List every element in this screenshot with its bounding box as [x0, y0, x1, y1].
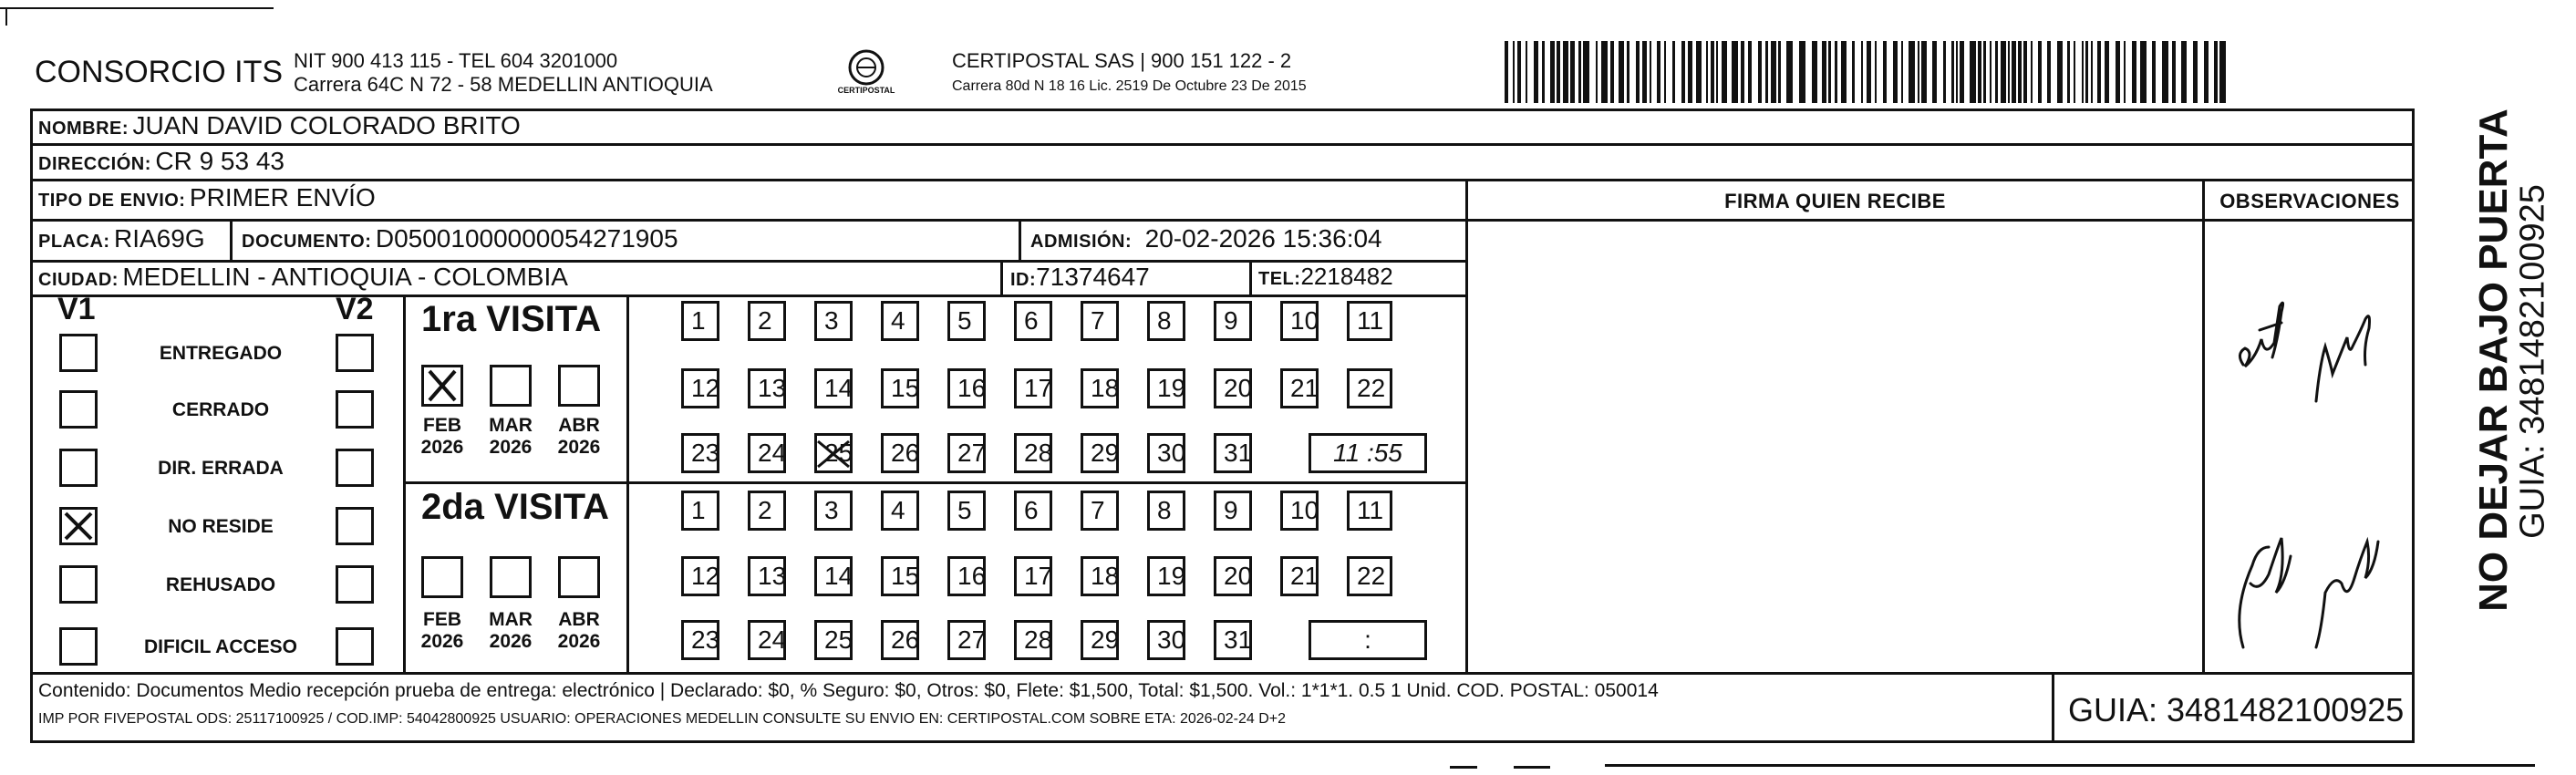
v1-checkbox[interactable]: [59, 565, 98, 604]
day-number: 26: [891, 439, 920, 467]
day-number: 26: [891, 625, 920, 654]
day-number: 3: [824, 496, 839, 524]
top-left-corner: [0, 7, 274, 9]
visit2-day-box[interactable]: [881, 620, 919, 660]
tipo-label: TIPO DE ENVIO:: [38, 191, 186, 211]
visit2-day-box[interactable]: [1214, 556, 1252, 596]
day-number: 10: [1290, 306, 1319, 335]
day-number: 2: [758, 496, 772, 524]
checkmark-x-icon: [814, 436, 853, 472]
day-number: 16: [957, 562, 987, 590]
day-number: 6: [1024, 496, 1039, 524]
ciudad-label: CIUDAD:: [38, 270, 119, 290]
day-number: 1: [691, 496, 706, 524]
direccion-row: [38, 147, 284, 176]
visit2-time-box[interactable]: [1309, 620, 1427, 660]
visit2-day-box[interactable]: [1147, 620, 1185, 660]
tel-label: TEL:: [1258, 269, 1301, 289]
visit2-day-box[interactable]: [1081, 556, 1119, 596]
v2-checkbox[interactable]: [336, 334, 374, 372]
tel-value: 2218482: [1300, 263, 1393, 290]
visit2-day-box[interactable]: [1014, 556, 1052, 596]
day-number: 23: [691, 625, 720, 654]
visit2-day-box[interactable]: [881, 556, 919, 596]
status-option-label: CERRADO: [171, 399, 270, 420]
bottom-mark: [1450, 766, 1477, 769]
day-number: 13: [758, 374, 787, 402]
visit2-day-box[interactable]: [1147, 491, 1185, 531]
day-number: 13: [758, 562, 787, 590]
firma-label: FIRMA QUIEN RECIBE: [1724, 190, 1946, 212]
direccion-value: CR 9 53 43: [155, 147, 284, 175]
v2-checkbox[interactable]: [336, 627, 374, 666]
day-number: 7: [1091, 496, 1105, 524]
day-number: 17: [1024, 562, 1053, 590]
id-label: ID:: [1010, 270, 1037, 290]
day-number: 7: [1091, 306, 1105, 335]
visit1-day-box[interactable]: [1280, 301, 1319, 341]
day-number: 11: [1357, 306, 1384, 335]
day-number: 21: [1290, 374, 1319, 402]
day-number: 24: [758, 439, 787, 467]
admision-label: ADMISIÓN:: [1030, 232, 1133, 252]
handwritten-notes: [2207, 264, 2412, 666]
visit1-day-box[interactable]: [947, 433, 986, 473]
tel-row: [1258, 263, 1393, 291]
admision-value: 20-02-2026 15:36:04: [1144, 224, 1382, 253]
visit2-month-label: MAR 2026: [489, 609, 533, 652]
day-number: 12: [691, 562, 720, 590]
ciudad-row: [38, 263, 568, 292]
placa-label: PLACA:: [38, 232, 110, 252]
visit1-day-box[interactable]: [748, 301, 786, 341]
visit2-day-box[interactable]: [748, 620, 786, 660]
day-number: 24: [758, 625, 787, 654]
v1-checkbox[interactable]: [59, 627, 98, 666]
v2-checkbox[interactable]: [336, 507, 374, 545]
footer-imp: IMP POR FIVEPOSTAL ODS: 25117100925 / COD.IMP: 54042800925 USUARIO: OPERACIONES MEDELLIN CONSULTE SU ENVIO EN: CERTIPOSTAL.COM SOBRE ETA: 2026-02-24 D+2: [38, 711, 1287, 727]
day-number: 17: [1024, 374, 1053, 402]
v2-checkbox[interactable]: [336, 565, 374, 604]
day-number: 28: [1024, 625, 1053, 654]
day-number: 8: [1157, 496, 1172, 524]
signature-area[interactable]: [1468, 222, 2202, 672]
direccion-label: DIRECCIÓN:: [38, 154, 151, 174]
day-number: 19: [1157, 374, 1186, 402]
day-number: 21: [1290, 562, 1319, 590]
day-number: 10: [1290, 496, 1319, 524]
bottom-mark-2: [1514, 766, 1550, 769]
certipostal-address: Carrera 80d N 18 16 Lic. 2519 De Octubre 23 De 2015: [952, 78, 1307, 94]
visit1-day-box[interactable]: [1014, 368, 1052, 408]
visit1-day-box[interactable]: [881, 301, 919, 341]
visit2-day-box[interactable]: [1014, 620, 1052, 660]
documento-label: DOCUMENTO:: [242, 232, 372, 252]
placa-value: RIA69G: [114, 224, 205, 253]
v2-checkbox[interactable]: [336, 390, 374, 429]
visit1-month-label: FEB 2026: [420, 415, 464, 458]
day-number: 30: [1157, 625, 1186, 654]
id-row: [1010, 263, 1150, 292]
visit2-day-box[interactable]: [681, 620, 719, 660]
visit2-day-box[interactable]: [947, 620, 986, 660]
day-number: 2: [758, 306, 772, 335]
header: [0, 0, 2576, 109]
visit2-day-box[interactable]: [748, 491, 786, 531]
visit2-day-box[interactable]: [1147, 556, 1185, 596]
visit1-day-box[interactable]: [1081, 433, 1119, 473]
visit2-day-box[interactable]: [947, 491, 986, 531]
visit2-day-box[interactable]: [1081, 620, 1119, 660]
time-value: 11 :55: [1333, 439, 1402, 467]
visit2-day-box[interactable]: [814, 556, 853, 596]
visit1-month-label: ABR 2026: [557, 415, 601, 458]
side-guia: GUIA: 3481482100925: [2513, 184, 2552, 539]
v1-label: V1: [57, 292, 96, 326]
status-option-label: ENTREGADO: [159, 343, 283, 364]
visit1-day-box[interactable]: [814, 433, 853, 473]
documento-row: [242, 224, 678, 253]
day-number: 9: [1224, 496, 1238, 524]
barcode: [1505, 41, 2225, 103]
visit2-day-box[interactable]: [814, 491, 853, 531]
day-number: 3: [824, 306, 839, 335]
side-vertical: [2421, 109, 2567, 656]
visit2-day-box[interactable]: [881, 491, 919, 531]
day-number: 22: [1357, 562, 1386, 590]
visit1-day-box[interactable]: [947, 368, 986, 408]
v1-checkbox[interactable]: [59, 449, 98, 487]
visit2-day-box[interactable]: [748, 556, 786, 596]
day-number: 28: [1024, 439, 1053, 467]
documento-value: D05001000000054271905: [375, 224, 678, 253]
visit1-day-box[interactable]: [1081, 301, 1119, 341]
visit1-day-box[interactable]: [1147, 301, 1185, 341]
day-number: 11: [1357, 496, 1384, 524]
day-number: 5: [957, 496, 972, 524]
day-number: 25: [824, 625, 853, 654]
certipostal-line: CERTIPOSTAL SAS | 900 151 122 - 2: [952, 49, 1292, 72]
day-number: 22: [1357, 374, 1386, 402]
day-number: 29: [1091, 439, 1120, 467]
footer-guia: GUIA: 3481482100925: [2068, 691, 2405, 728]
visit2-month-label: ABR 2026: [557, 609, 601, 652]
id-value: 71374647: [1036, 263, 1150, 291]
visit1-day-box[interactable]: [1214, 368, 1252, 408]
visit1-day-box[interactable]: [1214, 301, 1252, 341]
visit1-day-box[interactable]: [881, 433, 919, 473]
day-number: 16: [957, 374, 987, 402]
visit1-day-box[interactable]: [814, 368, 853, 408]
visit1-day-box[interactable]: [681, 368, 719, 408]
day-number: 5: [957, 306, 972, 335]
visit1-month-checkbox[interactable]: [558, 365, 600, 407]
visit1-day-box[interactable]: [1347, 368, 1392, 408]
day-number: 4: [891, 306, 905, 335]
visit1-day-box[interactable]: [814, 301, 853, 341]
logo-text: CERTIPOSTAL: [837, 86, 895, 95]
nombre-row: [38, 111, 521, 140]
day-number: 23: [691, 439, 720, 467]
checkmark-x-icon: [62, 510, 95, 542]
visit2-month-label: FEB 2026: [420, 609, 464, 652]
day-number: 27: [957, 625, 987, 654]
day-number: 31: [1224, 439, 1253, 467]
visit2-day-box[interactable]: [1347, 556, 1392, 596]
admision-row: [1030, 224, 1382, 253]
tipo-value: PRIMER ENVÍO: [189, 183, 376, 212]
day-number: 20: [1224, 562, 1253, 590]
visit2-day-box[interactable]: [1280, 556, 1319, 596]
v2-checkbox[interactable]: [336, 449, 374, 487]
day-number: 15: [891, 562, 920, 590]
visit1-day-box[interactable]: [681, 433, 719, 473]
visit1-day-box[interactable]: [1081, 368, 1119, 408]
bottom-mark-3: [1605, 764, 2535, 767]
day-number: 6: [1024, 306, 1039, 335]
day-number: 25: [824, 439, 853, 467]
visit1-month-checkbox[interactable]: [490, 365, 532, 407]
status-option-label: DIR. ERRADA: [158, 458, 284, 479]
visit2-month-checkbox[interactable]: [490, 556, 532, 598]
visit2-month-checkbox[interactable]: [558, 556, 600, 598]
visit1-day-box[interactable]: [1280, 368, 1319, 408]
visit1-day-box[interactable]: [1014, 301, 1052, 341]
day-number: 18: [1091, 374, 1120, 402]
day-number: 30: [1157, 439, 1186, 467]
address-line: Carrera 64C N 72 - 58 MEDELLIN ANTIOQUIA: [294, 73, 713, 96]
day-number: 8: [1157, 306, 1172, 335]
day-number: 15: [891, 374, 920, 402]
v1-checkbox[interactable]: [59, 334, 98, 372]
day-number: 31: [1224, 625, 1253, 654]
checkmark-x-icon: [424, 367, 460, 404]
v1-checkbox[interactable]: [59, 507, 98, 545]
day-number: 19: [1157, 562, 1186, 590]
visit1-day-box[interactable]: [681, 301, 719, 341]
visit2-day-box[interactable]: [1280, 491, 1319, 531]
v2-label: V2: [336, 292, 374, 326]
company-name: CONSORCIO ITS: [35, 55, 284, 89]
time-value: :: [1364, 625, 1371, 654]
day-number: 12: [691, 374, 720, 402]
visit2-day-box[interactable]: [1214, 620, 1252, 660]
visit2-day-box[interactable]: [814, 620, 853, 660]
day-number: 27: [957, 439, 987, 467]
day-number: 29: [1091, 625, 1120, 654]
visit2-month-checkbox[interactable]: [421, 556, 463, 598]
visit2-day-box[interactable]: [681, 491, 719, 531]
day-number: 18: [1091, 562, 1120, 590]
visit2-day-box[interactable]: [947, 556, 986, 596]
status-option-label: DIFICIL ACCESO: [143, 636, 297, 657]
visit1-month-checkbox[interactable]: [421, 365, 463, 407]
observaciones-label: OBSERVACIONES: [2219, 190, 2400, 212]
visit1-title: 1ra VISITA: [421, 299, 602, 339]
certipostal-logo: [837, 46, 895, 100]
visit1-time-box[interactable]: [1309, 433, 1427, 473]
day-number: 14: [824, 562, 853, 590]
day-number: 1: [691, 306, 706, 335]
visit1-day-box[interactable]: [1014, 433, 1052, 473]
visit2-day-box[interactable]: [1347, 491, 1392, 531]
visit1-day-box[interactable]: [881, 368, 919, 408]
footer-contenido: Contenido: Documentos Medio recepción prueba de entrega: electrónico | Declarado: $0, % Seguro: $0, Otros: $0, Flete: $1,500, Total: $1,500. Vol.: 1*1*1. 0.5 1 Unid. COD. POSTAL: 050014: [38, 680, 1659, 701]
visit1-day-box[interactable]: [1214, 433, 1252, 473]
visit2-title: 2da VISITA: [421, 487, 609, 527]
visit1-day-box[interactable]: [748, 368, 786, 408]
tipo-row: [38, 183, 376, 212]
visit1-day-box[interactable]: [748, 433, 786, 473]
visit1-day-box[interactable]: [1347, 301, 1392, 341]
ciudad-value: MEDELLIN - ANTIOQUIA - COLOMBIA: [122, 263, 568, 291]
visit1-day-box[interactable]: [1147, 433, 1185, 473]
visit2-day-box[interactable]: [1081, 491, 1119, 531]
day-number: 14: [824, 374, 853, 402]
side-title: NO DEJAR BAJO PUERTA: [2471, 108, 2516, 612]
visit1-month-label: MAR 2026: [489, 415, 533, 458]
status-option-label: REHUSADO: [165, 574, 276, 595]
day-number: 20: [1224, 374, 1253, 402]
placa-row: [38, 224, 205, 253]
day-number: 4: [891, 496, 905, 524]
v1-checkbox[interactable]: [59, 390, 98, 429]
visit1-day-box[interactable]: [1147, 368, 1185, 408]
status-option-label: NO RESIDE: [168, 516, 274, 537]
nit-line: NIT 900 413 115 - TEL 604 3201000: [294, 49, 618, 72]
left-edge: [5, 7, 7, 26]
visit2-day-box[interactable]: [1014, 491, 1052, 531]
visit2-day-box[interactable]: [681, 556, 719, 596]
visit1-day-box[interactable]: [947, 301, 986, 341]
nombre-value: JUAN DAVID COLORADO BRITO: [132, 111, 521, 140]
nombre-label: NOMBRE:: [38, 119, 129, 139]
visit2-day-box[interactable]: [1214, 491, 1252, 531]
day-number: 9: [1224, 306, 1238, 335]
